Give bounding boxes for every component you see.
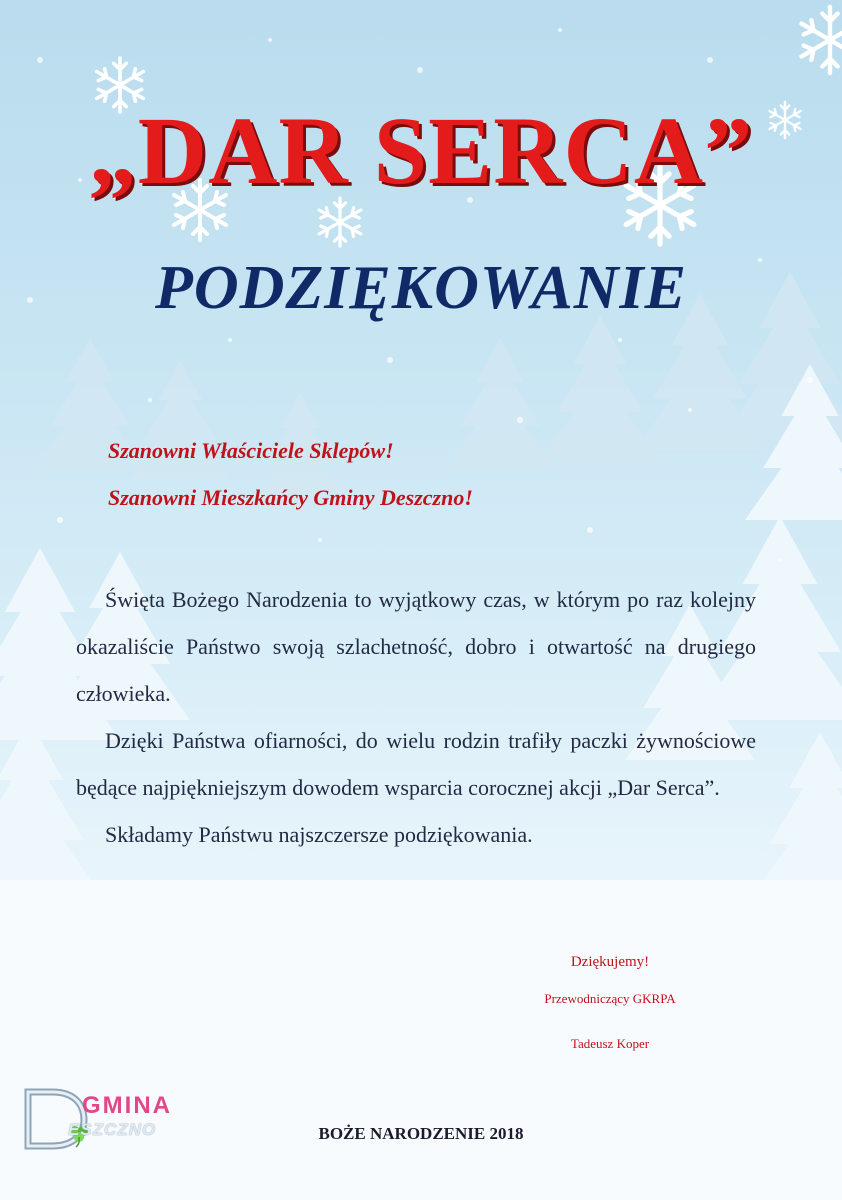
page-subtitle: PODZIĘKOWANIE bbox=[154, 254, 688, 322]
page-title: „DAR SERCA” bbox=[88, 97, 754, 204]
signature-thanks: Dziękujemy! bbox=[570, 954, 650, 970]
logo-text-deszczno: ESZCZNO bbox=[68, 1120, 157, 1139]
logo-text-gmina: GMINA bbox=[82, 1092, 172, 1119]
paragraph: Dzięki Państwa ofiarności, do wielu rodzin trafiły paczki żywnościowe będące najpiękniejszym dowodem wsparcia corocznej akcji „Dar Serca”. bbox=[76, 728, 756, 800]
signature-role: Przewodniczący GKRPA bbox=[544, 991, 676, 1006]
paragraph: Składamy Państwu najszczersze podziękowania. bbox=[105, 822, 533, 847]
greeting-residents: Szanowni Mieszkańcy Gminy Deszczno! bbox=[108, 485, 473, 510]
letter-body bbox=[76, 576, 756, 858]
signature-name: Tadeusz Koper bbox=[570, 1036, 650, 1051]
paragraph: Święta Bożego Narodzenia to wyjątkowy czas, w którym po raz kolejny okazaliście Państwo swoją szlachetność, dobro i otwartość na drugiego człowieka. bbox=[76, 587, 756, 706]
greeting-shop-owners: Szanowni Właściciele Sklepów! bbox=[108, 438, 394, 463]
footer-occasion: BOŻE NARODZENIE 2018 bbox=[318, 1124, 524, 1143]
